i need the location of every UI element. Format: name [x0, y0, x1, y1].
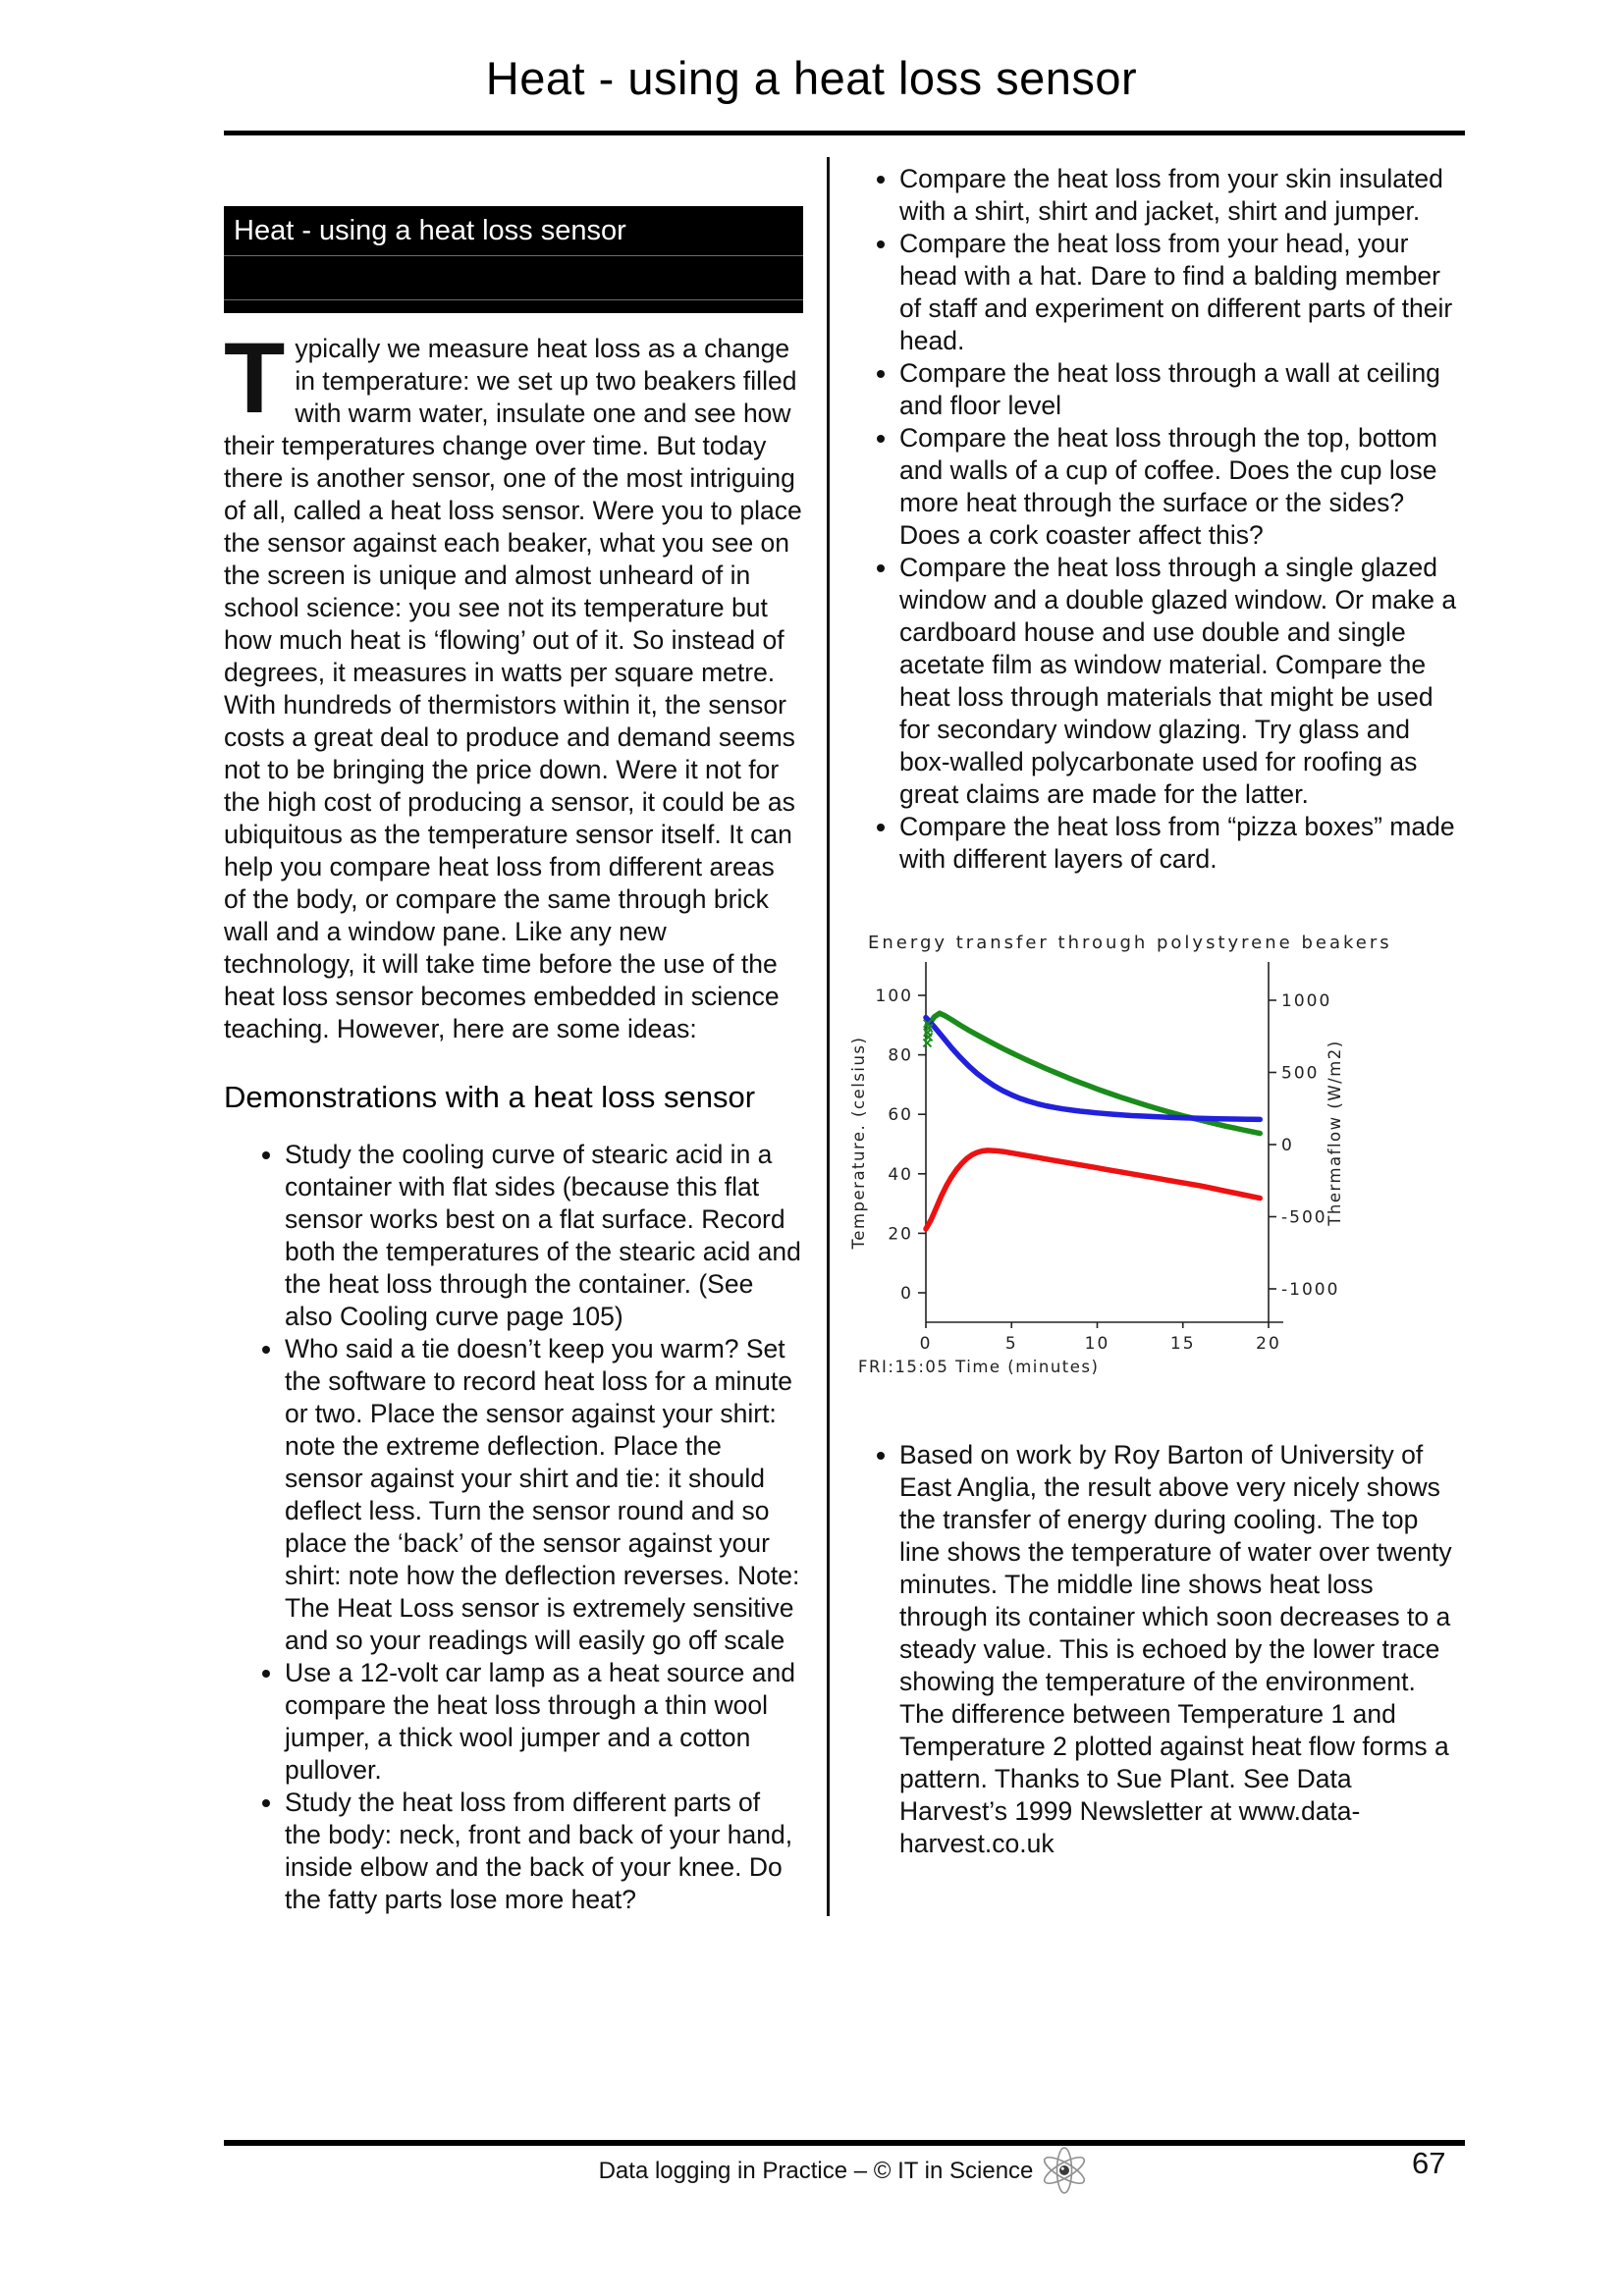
header-rule — [224, 131, 1465, 135]
svg-text:1000: 1000 — [1281, 991, 1332, 1011]
list-item: • Study the cooling curve of stearic acid in a container with flat sides (because this flat sensor works best on a flat surface. Record both the temperatures of the stearic acid and the heat loss through the container. (See also Cooling curve page 105) — [285, 1139, 803, 1333]
second-paragraph: With hundreds of thermistors within it, the sensor costs a great deal to produce and demand seems not to be bringing the price down. Were it not for the high cost of producing a sensor, it could be as ubiquitous as the temperature sensor itself. It can help you compare heat loss from different areas of the body, or compare the same through brick wall and a window pane. Like any new technology, it will take time before the use of the heat loss sensor becomes embedded in science teaching. However, here are some ideas: — [224, 690, 795, 1043]
svg-text:-1000: -1000 — [1281, 1280, 1340, 1300]
svg-text:Thermaflow (W/m2): Thermaflow (W/m2) — [1325, 1040, 1344, 1226]
list-item: • Use a 12-volt car lamp as a heat source and compare the heat loss through a thin wool jumper, a thick wool jumper and a cotton pullover. — [285, 1657, 803, 1787]
intro-paragraph-text: ypically we measure heat loss as a change in temperature: we set up two beakers filled with warm water, insulate one and see how their temperatures change over time. But today there is another sensor, one of the most intriguing of all, called a heat loss sensor. Were you to place the sensor against each beaker, what you see on the screen is unique and almost unheard of in school science: you see not its temperature but how much heat is ‘flowing’ out of it. So instead of degrees, it measures in watts per square metre. — [224, 334, 802, 687]
svg-text:-500: -500 — [1281, 1207, 1327, 1228]
list-item: • Compare the heat loss from “pizza boxes” made with different layers of card. — [899, 811, 1465, 876]
list-item: • Compare the heat loss through a single glazed window and a double glazed window. Or make a cardboard house and use double and single acetate film as window material. Compare the heat loss through materials that might be used for secondary window glazing. Try glass and box-walled polycarbonate used for roofing as great claims are made for the latter. — [899, 552, 1465, 811]
svg-text:0: 0 — [1281, 1136, 1294, 1155]
section-header-spacer — [224, 255, 803, 299]
svg-text:20: 20 — [888, 1224, 913, 1245]
list-item: • Compare the heat loss from your head, your head with a hat. Dare to find a balding member of staff and experiment on different parts of their head. — [899, 228, 1465, 357]
footer — [224, 2158, 1465, 2199]
atom-icon — [1039, 2142, 1090, 2199]
right-column — [849, 157, 1465, 1916]
section-header-title: Heat - using a heat loss sensor — [234, 215, 626, 246]
footer-text: Data logging in Practice – © IT in Science — [598, 2158, 1034, 2184]
energy-transfer-chart — [844, 915, 1465, 1402]
svg-text:15: 15 — [1169, 1334, 1196, 1354]
dropcap-letter: T — [224, 322, 286, 434]
svg-text:100: 100 — [875, 987, 913, 1006]
list-item: • Compare the heat loss through the top, bottom and walls of a cup of coffee. Does the cup lose more heat through the surface or the sides? Does a cork coaster affect this? — [899, 422, 1465, 552]
result-note: • Based on work by Roy Barton of University of East Anglia, the result above very nicely shows the transfer of energy during cooling. The top line shows the temperature of water over twenty minutes. The middle line shows heat loss through its container which soon decreases to a steady value. This is echoed by the lower trace showing the temperature of the environment. The difference between Temperature 1 and Temperature 2 plotted against heat flow forms a pattern. Thanks to Sue Plant. See Data Harvest’s 1999 Newsletter at www.data-harvest.co.uk — [899, 1439, 1465, 1860]
svg-text:500: 500 — [1281, 1063, 1320, 1084]
list-item: • Who said a tie doesn’t keep you warm? Set the software to record heat loss for a minute or two. Place the sensor against your shirt: note the extreme deflection. Place the sensor against your shirt and tie: it should deflect less. Turn the sensor round and so place the ‘back’ of the sensor against your shirt: note how the deflection reverses. Note: The Heat Loss sensor is extremely sensitive and so your readings will easily go off scale — [285, 1333, 803, 1657]
page-title: Heat - using a heat loss sensor — [485, 52, 1138, 104]
svg-text:5: 5 — [1004, 1334, 1018, 1354]
section-header-spacer-thin — [224, 299, 803, 313]
svg-text:0: 0 — [900, 1284, 913, 1304]
column-divider — [827, 157, 830, 1916]
list-item: • Study the heat loss from different parts of the body: neck, front and back of your hand, inside elbow and the back of your knee. Do the fatty parts lose more heat? — [285, 1787, 803, 1916]
demonstrations-heading: Demonstrations with a heat loss sensor — [224, 1080, 756, 1114]
page-number: 67 — [1412, 2146, 1446, 2180]
intro-paragraph — [224, 322, 803, 689]
left-column — [224, 157, 803, 1916]
energy-transfer-chart-svg — [844, 915, 1465, 1394]
svg-text:40: 40 — [888, 1164, 913, 1185]
svg-text:Temperature. (celsius): Temperature. (celsius) — [849, 1036, 868, 1250]
svg-text:20: 20 — [1256, 1334, 1281, 1354]
list-item: • Compare the heat loss from your skin insulated with a shirt, shirt and jacket, shirt and jumper. — [899, 163, 1465, 228]
right-bullet-list — [856, 163, 1465, 876]
footer-rule — [224, 2140, 1465, 2146]
svg-text:60: 60 — [888, 1105, 913, 1126]
section-header-box — [224, 206, 803, 313]
two-column-layout — [224, 157, 1465, 1916]
left-bullet-list — [224, 1139, 803, 1916]
result-note-list — [856, 1439, 1465, 1860]
svg-text:0: 0 — [919, 1334, 933, 1354]
svg-text:Energy transfer through polyst: Energy transfer through polystyrene beakers — [868, 933, 1392, 953]
list-item: • Compare the heat loss through a wall at ceiling and floor level — [899, 357, 1465, 422]
svg-text:10: 10 — [1084, 1334, 1110, 1354]
svg-text:FRI:15:05 Time (minutes): FRI:15:05 Time (minutes) — [858, 1358, 1100, 1376]
svg-text:80: 80 — [888, 1045, 913, 1066]
